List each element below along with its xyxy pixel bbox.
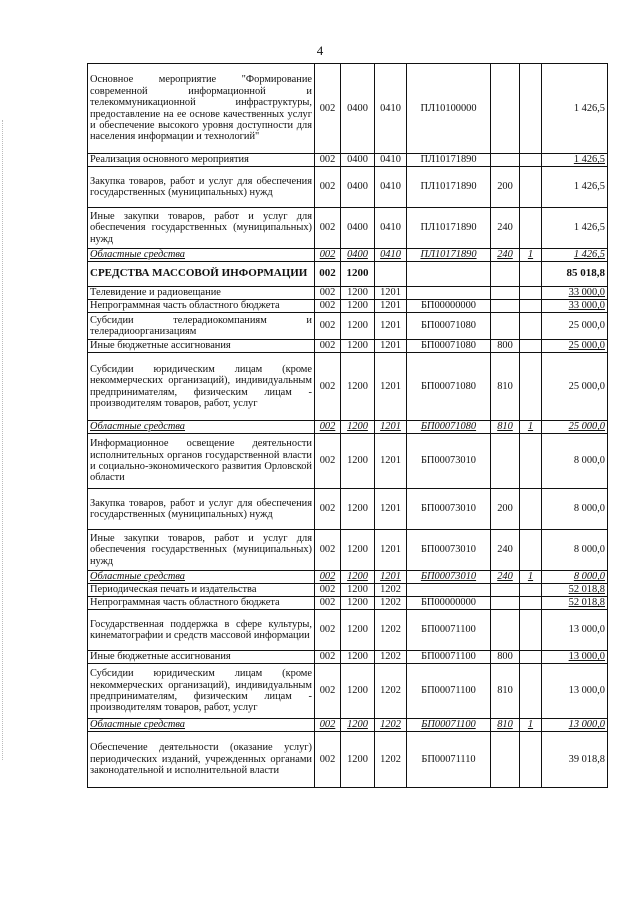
row-target-article: [407, 287, 491, 300]
row-expense-type: 810: [491, 664, 520, 719]
row-section-code: 1200: [341, 313, 375, 340]
row-target-article: БП00071080: [407, 353, 491, 421]
row-ved-code: 002: [315, 584, 341, 597]
row-sum: 52 018,8: [542, 584, 608, 597]
row-name: Государственная поддержка в сфере культуры, кинематографии и средств массовой информации: [88, 610, 315, 651]
row-section-code: 1200: [341, 300, 375, 313]
row-expense-type: 800: [491, 651, 520, 664]
row-sum: 85 018,8: [542, 262, 608, 287]
row-section-code: 1200: [341, 287, 375, 300]
row-funding-source: [520, 530, 542, 571]
row-section-code: 1200: [341, 489, 375, 530]
row-sum: 8 000,0: [542, 489, 608, 530]
row-subsection-code: 1201: [375, 287, 407, 300]
row-subsection-code: 0410: [375, 167, 407, 208]
row-sum: 13 000,0: [542, 664, 608, 719]
row-name: Закупка товаров, работ и услуг для обеспечения государственных (муниципальных) нужд: [88, 167, 315, 208]
row-target-article: БП00073010: [407, 489, 491, 530]
row-section-code: 0400: [341, 167, 375, 208]
row-subsection-code: 1201: [375, 421, 407, 434]
table-row: [88, 610, 608, 651]
row-name: Основное мероприятие "Формирование современной информационной и телекоммуникационной инфраструктуры, предоставление на ее основе качественных услуг и обеспечение высокого уровня доступности для населения информации и технологий": [88, 64, 315, 154]
row-funding-source: [520, 353, 542, 421]
row-section-code: 1200: [341, 421, 375, 434]
row-target-article: [407, 262, 491, 287]
row-subsection-code: 0410: [375, 154, 407, 167]
binding-margin-line: [2, 120, 3, 760]
row-name: Информационное освещение деятельности исполнительных органов государственной власти и социально-экономического развития Орловской области: [88, 434, 315, 489]
row-section-code: 1200: [341, 651, 375, 664]
row-section-code: 1200: [341, 610, 375, 651]
row-ved-code: 002: [315, 340, 341, 353]
row-target-article: БП00073010: [407, 571, 491, 584]
row-name: Областные средства: [88, 571, 315, 584]
row-expense-type: [491, 434, 520, 489]
row-subsection-code: 0410: [375, 249, 407, 262]
row-section-code: 1200: [341, 571, 375, 584]
row-target-article: БП00073010: [407, 530, 491, 571]
row-ved-code: 002: [315, 421, 341, 434]
row-sum: 33 000,0: [542, 287, 608, 300]
row-subsection-code: 1202: [375, 610, 407, 651]
row-subsection-code: 1202: [375, 664, 407, 719]
row-ved-code: 002: [315, 732, 341, 788]
row-subsection-code: 1202: [375, 597, 407, 610]
row-name: Непрограммная часть областного бюджета: [88, 300, 315, 313]
row-target-article: БП00071080: [407, 421, 491, 434]
row-expense-type: [491, 64, 520, 154]
row-sum: 13 000,0: [542, 610, 608, 651]
row-subsection-code: 1202: [375, 584, 407, 597]
row-funding-source: [520, 208, 542, 249]
row-target-article: ПЛ10171890: [407, 208, 491, 249]
row-name: Субсидии юридическим лицам (кроме некоммерческих организаций), индивидуальным предпринимателям, физическим лицам - производителям товаров, работ, услуг: [88, 664, 315, 719]
row-expense-type: [491, 610, 520, 651]
row-ved-code: 002: [315, 719, 341, 732]
row-expense-type: 800: [491, 340, 520, 353]
row-sum: 8 000,0: [542, 571, 608, 584]
budget-table-body: [88, 64, 608, 788]
row-target-article: БП00000000: [407, 597, 491, 610]
table-row: [88, 664, 608, 719]
row-ved-code: 002: [315, 434, 341, 489]
row-target-article: БП00071080: [407, 340, 491, 353]
row-name: Областные средства: [88, 249, 315, 262]
row-ved-code: 002: [315, 353, 341, 421]
row-expense-type: 810: [491, 353, 520, 421]
row-name: СРЕДСТВА МАССОВОЙ ИНФОРМАЦИИ: [88, 262, 315, 287]
row-subsection-code: 1201: [375, 434, 407, 489]
row-expense-type: 240: [491, 571, 520, 584]
table-row: [88, 167, 608, 208]
row-funding-source: [520, 434, 542, 489]
row-funding-source: [520, 584, 542, 597]
row-sum: 25 000,0: [542, 421, 608, 434]
row-section-code: 1200: [341, 732, 375, 788]
row-target-article: БП00071100: [407, 719, 491, 732]
table-row: [88, 287, 608, 300]
row-funding-source: [520, 167, 542, 208]
row-expense-type: 200: [491, 489, 520, 530]
row-expense-type: [491, 287, 520, 300]
row-sum: 1 426,5: [542, 154, 608, 167]
row-sum: 25 000,0: [542, 340, 608, 353]
row-subsection-code: 1202: [375, 732, 407, 788]
row-funding-source: [520, 732, 542, 788]
page-number: 4: [316, 43, 324, 58]
table-row: [88, 421, 608, 434]
row-expense-type: 810: [491, 719, 520, 732]
row-name: Областные средства: [88, 719, 315, 732]
row-ved-code: 002: [315, 313, 341, 340]
table-row: [88, 208, 608, 249]
row-subsection-code: 1201: [375, 530, 407, 571]
row-subsection-code: 1201: [375, 489, 407, 530]
table-row: [88, 262, 608, 287]
row-ved-code: 002: [315, 597, 341, 610]
row-expense-type: [491, 262, 520, 287]
row-funding-source: [520, 64, 542, 154]
row-ved-code: 002: [315, 664, 341, 719]
row-name: Реализация основного мероприятия: [88, 154, 315, 167]
row-expense-type: 240: [491, 208, 520, 249]
row-funding-source: [520, 300, 542, 313]
row-expense-type: 240: [491, 530, 520, 571]
row-expense-type: [491, 597, 520, 610]
row-target-article: БП00071100: [407, 664, 491, 719]
row-subsection-code: 0410: [375, 208, 407, 249]
row-section-code: 1200: [341, 353, 375, 421]
table-row: [88, 64, 608, 154]
row-subsection-code: 1201: [375, 340, 407, 353]
row-funding-source: [520, 340, 542, 353]
row-section-code: 1200: [341, 584, 375, 597]
row-funding-source: 1: [520, 719, 542, 732]
row-funding-source: [520, 287, 542, 300]
table-row: [88, 353, 608, 421]
row-sum: 13 000,0: [542, 719, 608, 732]
row-target-article: БП00071100: [407, 651, 491, 664]
row-section-code: 1200: [341, 664, 375, 719]
row-name: Закупка товаров, работ и услуг для обеспечения государственных (муниципальных) нужд: [88, 489, 315, 530]
row-funding-source: 1: [520, 571, 542, 584]
row-ved-code: 002: [315, 571, 341, 584]
row-funding-source: 1: [520, 249, 542, 262]
table-row: [88, 434, 608, 489]
row-funding-source: [520, 489, 542, 530]
row-expense-type: [491, 313, 520, 340]
row-target-article: ПЛ10100000: [407, 64, 491, 154]
row-name: Иные бюджетные ассигнования: [88, 651, 315, 664]
row-name: Иные бюджетные ассигнования: [88, 340, 315, 353]
row-target-article: БП00071110: [407, 732, 491, 788]
row-section-code: 1200: [341, 434, 375, 489]
row-section-code: 0400: [341, 64, 375, 154]
row-section-code: 1200: [341, 597, 375, 610]
table-row: [88, 651, 608, 664]
row-sum: 1 426,5: [542, 249, 608, 262]
row-name: Телевидение и радиовещание: [88, 287, 315, 300]
table-row: [88, 571, 608, 584]
row-sum: 52 018,8: [542, 597, 608, 610]
row-sum: 8 000,0: [542, 530, 608, 571]
row-name: Субсидии юридическим лицам (кроме некоммерческих организаций), индивидуальным предпринимателям, физическим лицам - производителям товаров, работ, услуг: [88, 353, 315, 421]
row-subsection-code: 1201: [375, 300, 407, 313]
row-sum: 33 000,0: [542, 300, 608, 313]
row-ved-code: 002: [315, 489, 341, 530]
row-target-article: ПЛ10171890: [407, 167, 491, 208]
row-section-code: 0400: [341, 154, 375, 167]
row-sum: 25 000,0: [542, 353, 608, 421]
row-target-article: ПЛ10171890: [407, 249, 491, 262]
row-funding-source: [520, 610, 542, 651]
row-target-article: ПЛ10171890: [407, 154, 491, 167]
table-row: [88, 530, 608, 571]
row-expense-type: [491, 154, 520, 167]
row-ved-code: 002: [315, 249, 341, 262]
row-funding-source: [520, 313, 542, 340]
row-target-article: БП00000000: [407, 300, 491, 313]
row-sum: 1 426,5: [542, 167, 608, 208]
row-sum: 39 018,8: [542, 732, 608, 788]
row-funding-source: [520, 262, 542, 287]
table-row: [88, 597, 608, 610]
row-target-article: БП00071080: [407, 313, 491, 340]
row-name: Областные средства: [88, 421, 315, 434]
row-section-code: 1200: [341, 530, 375, 571]
row-ved-code: 002: [315, 167, 341, 208]
row-subsection-code: 1202: [375, 719, 407, 732]
row-name: Непрограммная часть областного бюджета: [88, 597, 315, 610]
row-ved-code: 002: [315, 300, 341, 313]
row-sum: 25 000,0: [542, 313, 608, 340]
row-subsection-code: [375, 262, 407, 287]
row-ved-code: 002: [315, 64, 341, 154]
table-row: [88, 732, 608, 788]
row-expense-type: [491, 300, 520, 313]
row-funding-source: [520, 664, 542, 719]
row-sum: 8 000,0: [542, 434, 608, 489]
row-name: Иные закупки товаров, работ и услуг для обеспечения государственных (муниципальных) нужд: [88, 530, 315, 571]
row-name: Периодическая печать и издательства: [88, 584, 315, 597]
row-section-code: 1200: [341, 340, 375, 353]
table-row: [88, 340, 608, 353]
row-subsection-code: 1201: [375, 353, 407, 421]
row-ved-code: 002: [315, 530, 341, 571]
row-expense-type: [491, 732, 520, 788]
row-section-code: 1200: [341, 262, 375, 287]
table-row: [88, 584, 608, 597]
row-subsection-code: 1201: [375, 313, 407, 340]
row-ved-code: 002: [315, 651, 341, 664]
row-target-article: БП00071100: [407, 610, 491, 651]
row-section-code: 1200: [341, 719, 375, 732]
row-subsection-code: 1201: [375, 571, 407, 584]
table-row: [88, 719, 608, 732]
row-subsection-code: 0410: [375, 64, 407, 154]
table-row: [88, 154, 608, 167]
row-funding-source: [520, 597, 542, 610]
row-ved-code: 002: [315, 262, 341, 287]
row-section-code: 0400: [341, 249, 375, 262]
table-row: [88, 313, 608, 340]
row-expense-type: 240: [491, 249, 520, 262]
row-ved-code: 002: [315, 208, 341, 249]
row-section-code: 0400: [341, 208, 375, 249]
row-sum: 1 426,5: [542, 208, 608, 249]
row-target-article: [407, 584, 491, 597]
row-name: Обеспечение деятельности (оказание услуг) периодических изданий, учрежденных органами законодательной и исполнительной власти: [88, 732, 315, 788]
budget-table: [87, 63, 608, 788]
table-row: [88, 489, 608, 530]
row-funding-source: [520, 154, 542, 167]
table-row: [88, 249, 608, 262]
row-ved-code: 002: [315, 154, 341, 167]
row-expense-type: [491, 584, 520, 597]
row-name: Иные закупки товаров, работ и услуг для обеспечения государственных (муниципальных) нужд: [88, 208, 315, 249]
row-subsection-code: 1202: [375, 651, 407, 664]
row-ved-code: 002: [315, 610, 341, 651]
row-funding-source: [520, 651, 542, 664]
table-row: [88, 300, 608, 313]
row-name: Субсидии телерадиокомпаниям и телерадиоорганизациям: [88, 313, 315, 340]
row-funding-source: 1: [520, 421, 542, 434]
row-expense-type: 810: [491, 421, 520, 434]
row-target-article: БП00073010: [407, 434, 491, 489]
row-expense-type: 200: [491, 167, 520, 208]
row-sum: 1 426,5: [542, 64, 608, 154]
row-sum: 13 000,0: [542, 651, 608, 664]
row-ved-code: 002: [315, 287, 341, 300]
